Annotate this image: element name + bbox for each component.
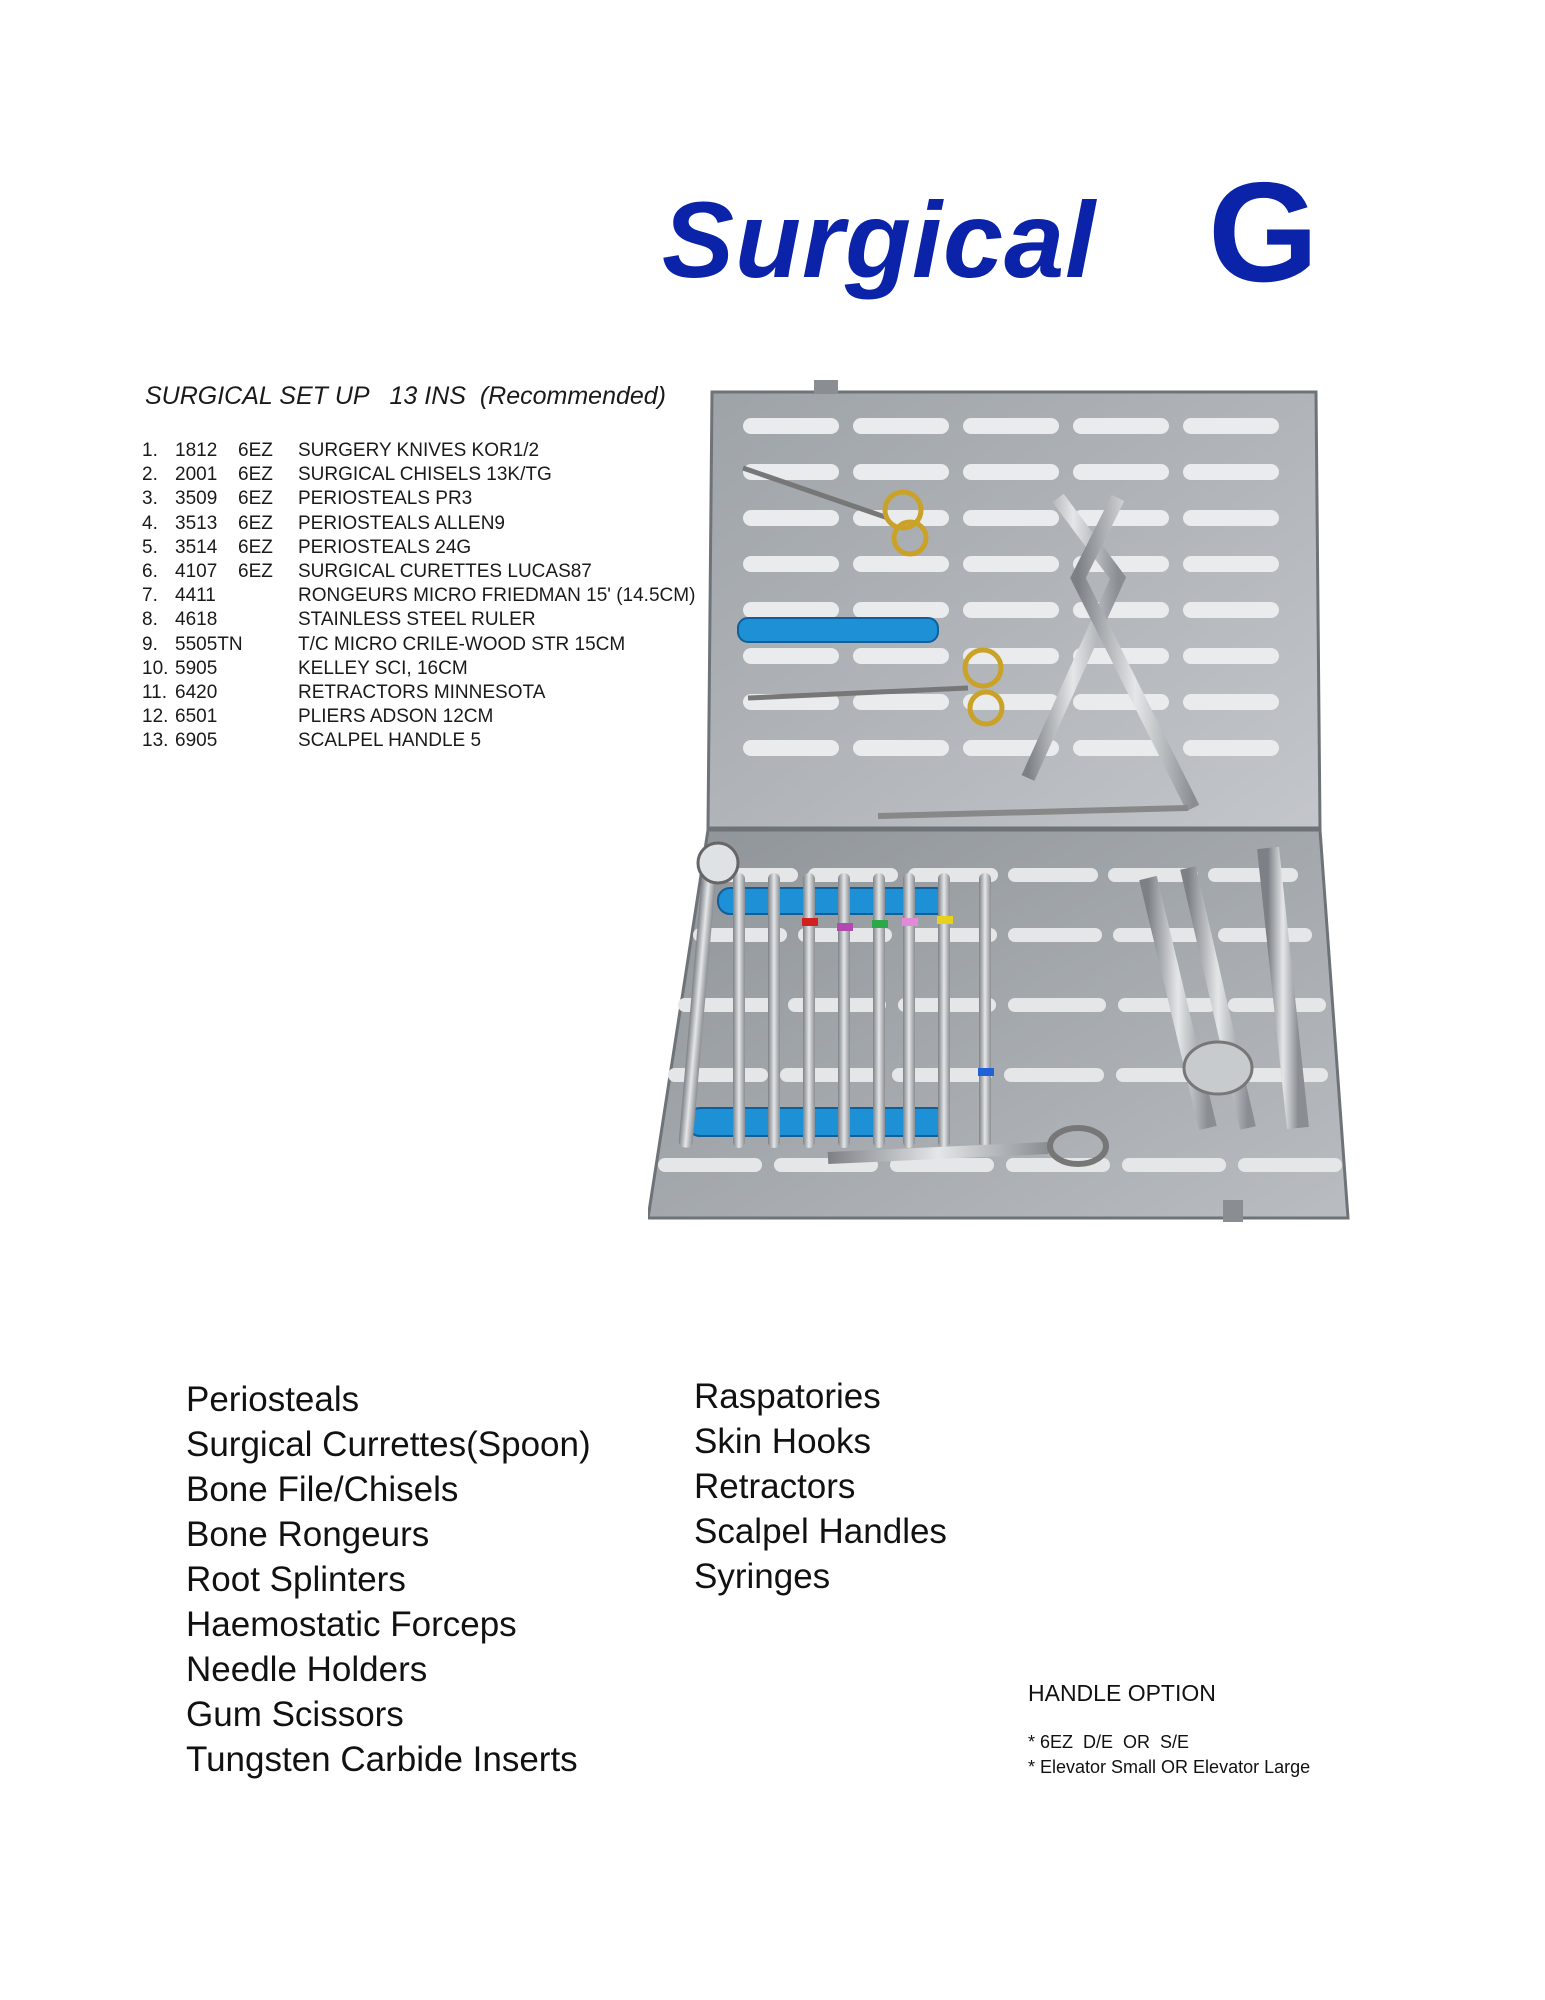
item-code: 3514 <box>175 536 218 558</box>
instrument-tray-photo <box>648 368 1388 1248</box>
item-description: SURGERY KNIVES KOR1/2 <box>298 440 540 461</box>
item-code: 3513 <box>175 512 218 534</box>
item-code: 6905 <box>175 730 218 752</box>
item-handle-type: 6EZ <box>238 512 273 534</box>
category-item: Bone File/Chisels <box>186 1470 459 1509</box>
item-code: 1812 <box>175 440 218 461</box>
category-item: Bone Rongeurs <box>186 1515 430 1554</box>
item-number: 12. <box>142 706 169 728</box>
item-description: PERIOSTEALS ALLEN9 <box>298 512 505 534</box>
item-handle-type: 6EZ <box>238 536 273 558</box>
item-handle-type: 6EZ <box>238 488 273 510</box>
item-code: 4107 <box>175 560 218 582</box>
item-handle-type: 6EZ <box>238 464 273 486</box>
item-handle-type: 6EZ <box>238 440 273 461</box>
category-item: Root Splinters <box>186 1560 406 1599</box>
section-letter: G <box>1208 153 1319 312</box>
item-code: 3509 <box>175 488 218 510</box>
item-number: 6. <box>142 560 158 582</box>
category-item: Surgical Currettes(Spoon) <box>186 1425 591 1464</box>
item-code: 6501 <box>175 706 218 728</box>
item-description: PERIOSTEALS 24G <box>298 536 472 558</box>
category-item: Raspatories <box>694 1377 881 1416</box>
category-item: Tungsten Carbide Inserts <box>186 1740 578 1779</box>
item-number: 3. <box>142 488 158 510</box>
setup-heading: SURGICAL SET UP 13 INS (Recommended) <box>145 382 667 410</box>
category-item: Needle Holders <box>186 1650 428 1689</box>
item-description: SCALPEL HANDLE 5 <box>298 730 482 752</box>
item-description: RETRACTORS MINNESOTA <box>298 681 546 703</box>
item-description: SURGICAL CURETTES LUCAS87 <box>298 560 592 582</box>
item-number: 11. <box>142 681 168 703</box>
item-code: 2001 <box>175 464 218 486</box>
category-item: Haemostatic Forceps <box>186 1605 517 1644</box>
item-number: 4. <box>142 512 158 534</box>
category-item: Scalpel Handles <box>694 1512 947 1551</box>
item-description: RONGEURS MICRO FRIEDMAN 15' (14.5CM) <box>298 585 696 607</box>
category-list-right <box>694 1374 947 1599</box>
tray-base <box>648 830 1348 1222</box>
item-code: 5505TN <box>175 633 243 655</box>
item-number: 13. <box>142 730 169 752</box>
item-description: KELLEY SCI, 16CM <box>298 657 468 679</box>
item-code: 4411 <box>175 585 216 607</box>
item-number: 10. <box>142 657 169 679</box>
handle-option-note: * 6EZ D/E OR S/E <box>1028 1732 1190 1752</box>
item-description: PERIOSTEALS PR3 <box>298 488 473 510</box>
category-item: Retractors <box>694 1467 856 1506</box>
item-description: SURGICAL CHISELS 13K/TG <box>298 464 552 486</box>
category-item: Syringes <box>694 1557 831 1596</box>
item-description: PLIERS ADSON 12CM <box>298 706 494 728</box>
item-code: 5905 <box>175 657 218 679</box>
item-code: 6420 <box>175 681 218 703</box>
item-number: 1. <box>142 440 158 461</box>
category-item: Periosteals <box>186 1380 360 1419</box>
category-item: Skin Hooks <box>694 1422 872 1461</box>
handle-option-note: * Elevator Small OR Elevator Large <box>1028 1757 1311 1777</box>
item-number: 9. <box>142 633 158 655</box>
handle-option-notes <box>1028 1730 1310 1780</box>
item-description: STAINLESS STEEL RULER <box>298 609 536 631</box>
category-item: Gum Scissors <box>186 1695 404 1734</box>
page-title: Surgical <box>662 179 1097 300</box>
item-handle-type: 6EZ <box>238 560 273 582</box>
item-description: T/C MICRO CRILE-WOOD STR 15CM <box>298 633 626 655</box>
tray-lid <box>708 380 1320 828</box>
item-code: 4618 <box>175 609 218 631</box>
item-number: 8. <box>142 609 158 631</box>
item-number: 7. <box>142 585 158 607</box>
handle-option-title: HANDLE OPTION <box>1028 1680 1216 1706</box>
item-number: 5. <box>142 536 158 558</box>
item-number: 2. <box>142 464 158 486</box>
category-list-left <box>186 1377 591 1782</box>
